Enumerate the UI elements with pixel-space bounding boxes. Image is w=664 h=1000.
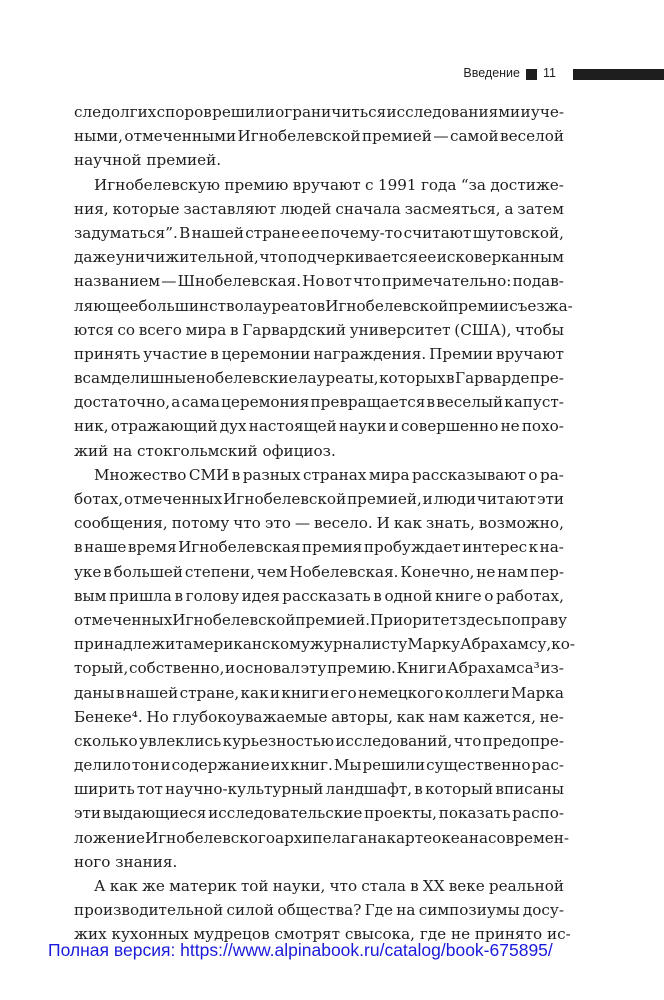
text-line: сколько увлеклись курьезностью исследований, что предопре- xyxy=(74,731,564,750)
header-bar-mark xyxy=(573,69,664,80)
text-line: в наше время Игнобелевская премия пробуждает интерес к на- xyxy=(74,538,564,557)
text-line: жий на стокгольмский официоз. xyxy=(74,441,336,460)
text-line: торый, собственно, и основал эту премию. Книги Абрахамса³ из- xyxy=(74,659,564,678)
text-line: достаточно, а сама церемония превращается в веселый капуст- xyxy=(74,393,564,412)
text-line: ник, отражающий дух настоящей науки и совершенно не похо- xyxy=(74,417,564,436)
text-line: даны в нашей стране, как и книги его немецкого коллеги Марка xyxy=(74,683,564,702)
text-line: отмеченных Игнобелевской премией. Приоритет здесь по праву xyxy=(74,610,568,629)
text-line: задуматься”. В нашей стране ее почему-то считают шутовской, xyxy=(74,223,564,242)
text-line: ботах, отмеченных Игнобелевской премией, и люди читают эти xyxy=(74,490,564,508)
text-line: принять участие в церемонии награждения. Премии вручают xyxy=(74,344,564,363)
text-line: жих кухонных мудрецов смотрят свысока, где не принято ис- xyxy=(74,925,571,944)
text-line: ляющее большинство лауреатов Игнобелевской премии съезжа- xyxy=(74,296,573,315)
body-text xyxy=(74,100,575,947)
text-line: названием — Шнобелевская. Но вот что примечательно: подав- xyxy=(74,272,564,291)
text-line: всамделишные нобелевские лауреаты, которых в Гарварде пре- xyxy=(74,369,564,388)
text-line: ложение Игнобелевского архипелага на карте океана современ- xyxy=(74,828,569,847)
running-header xyxy=(0,64,664,84)
text-line: Бенеке⁴. Но глубокоуважаемые авторы, как нам кажется, не- xyxy=(74,707,564,726)
text-line: ширить тот научно-культурный ландшафт, в который вписаны xyxy=(74,780,564,799)
text-line: ния, которые заставляют людей сначала засмеяться, а затем xyxy=(74,199,564,218)
text-line: производительной силой общества? Где на симпозиумы досу- xyxy=(74,901,564,920)
text-line: сле долгих споров решили ограничиться исследованиями и уче- xyxy=(74,103,564,121)
text-line: делило тон и содержание их книг. Мы решили существенно рас- xyxy=(74,756,564,775)
text-line: Игнобелевскую премию вручают с 1991 года “за достиже- xyxy=(94,175,564,194)
text-line: принадлежит американскому журналисту Марку Абрахамсу, ко- xyxy=(74,635,575,654)
text-line: ными, отмеченными Игнобелевской премией — самой веселой xyxy=(74,127,564,146)
full-version-link[interactable]: Полная версия: https://www.alpinabook.ru/catalog/book-675895/ xyxy=(48,940,553,960)
text-line: даже уничижительной, что подчеркивается ее исковерканным xyxy=(74,248,564,267)
text-line: сообщения, потому что это — весело. И как знать, возможно, xyxy=(74,514,564,533)
text-line: научной премией. xyxy=(74,151,222,170)
page-number: 11 xyxy=(543,66,556,80)
header-square-mark xyxy=(526,69,537,80)
text-line: А как же материк той науки, что стала в XX веке реальной xyxy=(94,877,564,895)
text-line: эти выдающиеся исследовательские проекты, показать распо- xyxy=(74,804,564,823)
text-line: ются со всего мира в Гарвардский университет (США), чтобы xyxy=(74,320,564,339)
text-line: вым пришла в голову идея рассказать в одной книге о работах, xyxy=(74,586,564,605)
section-title: Введение xyxy=(463,66,520,80)
text-line: уке в большей степени, чем Нобелевская. Конечно, не нам пер- xyxy=(74,562,564,581)
text-line: Множество СМИ в разных странах мира рассказывают о ра- xyxy=(94,465,564,484)
text-line: ного знания. xyxy=(74,852,178,871)
